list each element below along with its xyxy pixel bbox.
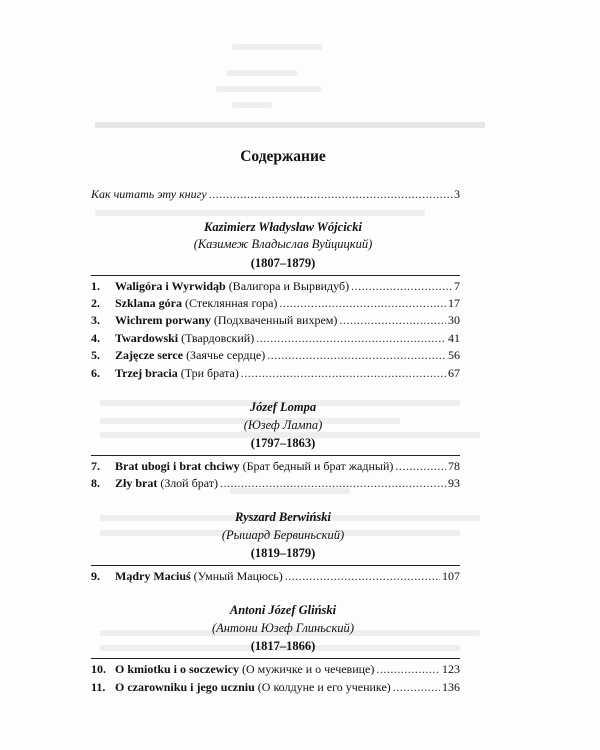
- toc-entry-title: Szklana góra: [115, 296, 183, 310]
- toc-entry[interactable]: [91, 313, 460, 328]
- author-name: Antoni Józef Gliński: [229, 603, 337, 617]
- toc-entry-title: Zły brat: [115, 476, 158, 490]
- page-title: Содержание: [240, 148, 326, 165]
- leader-dots: [279, 296, 446, 311]
- author-name-ru: (Юзеф Лампа): [243, 418, 323, 432]
- leader-dots: [376, 662, 440, 677]
- author-name-ru: (Антони Юзеф Глиньский): [212, 621, 354, 635]
- toc-entry-title-ru: (Три брата): [180, 366, 239, 380]
- toc-entry-title-ru: (Подхваченный вихрем): [213, 313, 338, 327]
- author-name: Kazimierz Władysław Wójcicki: [204, 220, 362, 234]
- author-name-ru: (Рышард Бервиньский): [221, 528, 345, 542]
- toc-entry-title-ru: (Брат бедный и брат жадный): [242, 459, 394, 473]
- toc-entry[interactable]: [91, 296, 460, 311]
- leader-dots: [351, 279, 452, 294]
- toc-entry[interactable]: [91, 366, 460, 381]
- divider: [91, 275, 460, 276]
- toc-entry-number: 10.: [91, 662, 106, 676]
- leader-dots: [395, 459, 446, 474]
- toc-entry-number: 7.: [91, 459, 100, 473]
- toc-entry-number: 3.: [91, 313, 100, 327]
- toc-entry-title-ru: (Твардовский): [181, 331, 255, 345]
- toc-page-number: 136: [442, 680, 460, 694]
- toc-entry-number: 4.: [91, 331, 100, 345]
- show-through: [232, 44, 322, 50]
- toc-entry-number: 8.: [91, 476, 100, 490]
- toc-entry[interactable]: [91, 476, 460, 491]
- toc-entry-title: Waligóra i Wyrwidąb: [115, 279, 226, 293]
- divider: [91, 658, 460, 659]
- toc-entry-title-ru: (О мужичке и о чечевице): [242, 662, 375, 676]
- toc-entry-title: Twardowski: [115, 331, 179, 345]
- toc-entry[interactable]: [91, 348, 460, 363]
- show-through: [227, 70, 297, 76]
- toc-entry-title-ru: (Заячье сердце): [186, 348, 266, 362]
- toc-entry[interactable]: [91, 680, 460, 695]
- toc-page-number: 67: [448, 366, 460, 380]
- toc-entry-title: Trzej bracia: [115, 366, 178, 380]
- divider: [91, 455, 460, 456]
- leader-dots: [267, 348, 446, 363]
- toc-entry-title: Mądry Maciuś: [115, 569, 191, 583]
- toc-entry-title-ru: (Валигора и Вырвидуб): [228, 279, 350, 293]
- leader-dots: [241, 366, 446, 381]
- leader-dots: [256, 331, 446, 346]
- show-through: [232, 102, 272, 108]
- toc-page-number: 78: [448, 459, 460, 473]
- toc-page-number: 30: [448, 313, 460, 327]
- toc-page-number: 7: [454, 279, 460, 293]
- toc-page-number: 107: [442, 569, 460, 583]
- author-years: (1807–1879): [250, 256, 316, 270]
- toc-entry-number: 11.: [91, 680, 106, 694]
- author-years: (1817–1866): [250, 639, 316, 653]
- toc-entry-title: Zajęcze serce: [115, 348, 184, 362]
- leader-dots: [220, 476, 446, 491]
- toc-entry-title: Brat ubogi i brat chciwy: [115, 459, 240, 473]
- author-years: (1797–1863): [250, 436, 316, 450]
- leader-dots: [209, 187, 452, 202]
- leader-dots: [393, 680, 440, 695]
- toc-entry-title-ru: (Умный Мацюсь): [193, 569, 283, 583]
- toc-entry-title-ru: (Злой брат): [160, 476, 218, 490]
- toc-entry-title: O kmiotku i o soczewicy: [115, 662, 239, 676]
- toc-entry-title: O czarowniku i jego uczniu: [115, 680, 255, 694]
- author-name-ru: (Казимеж Владыслав Вуйцицкий): [193, 237, 373, 251]
- toc-entry-number: 5.: [91, 348, 100, 362]
- toc-intro-label: Как читать эту книгу: [91, 187, 207, 201]
- toc-intro[interactable]: [91, 187, 460, 202]
- author-name: Józef Lompa: [249, 400, 317, 414]
- show-through: [216, 86, 321, 92]
- divider: [91, 565, 460, 566]
- toc-entry-number: 1.: [91, 279, 100, 293]
- toc-entry-number: 9.: [91, 569, 100, 583]
- author-years: (1819–1879): [250, 546, 316, 560]
- toc-page-number: 56: [448, 348, 460, 362]
- toc-entry-title-ru: (Стеклянная гора): [185, 296, 278, 310]
- show-through: [95, 210, 425, 216]
- toc-page-number: 123: [442, 662, 460, 676]
- toc-page-number: 3: [454, 187, 460, 201]
- toc-entry-title-ru: (О колдуне и его ученике): [257, 680, 391, 694]
- leader-dots: [285, 569, 440, 584]
- toc-entry[interactable]: [91, 331, 460, 346]
- toc-entry-title: Wichrem porwany: [115, 313, 211, 327]
- toc-entry[interactable]: [91, 662, 460, 677]
- toc-page-number: 41: [448, 331, 460, 345]
- leader-dots: [339, 313, 446, 328]
- show-through: [95, 122, 485, 128]
- toc-entry[interactable]: [91, 279, 460, 294]
- toc-entry-number: 2.: [91, 296, 100, 310]
- toc-entry-number: 6.: [91, 366, 100, 380]
- toc-page-number: 93: [448, 476, 460, 490]
- toc-entry[interactable]: [91, 569, 460, 584]
- toc-entry[interactable]: [91, 459, 460, 474]
- author-name: Ryszard Berwiński: [235, 510, 331, 524]
- toc-page-number: 17: [448, 296, 460, 310]
